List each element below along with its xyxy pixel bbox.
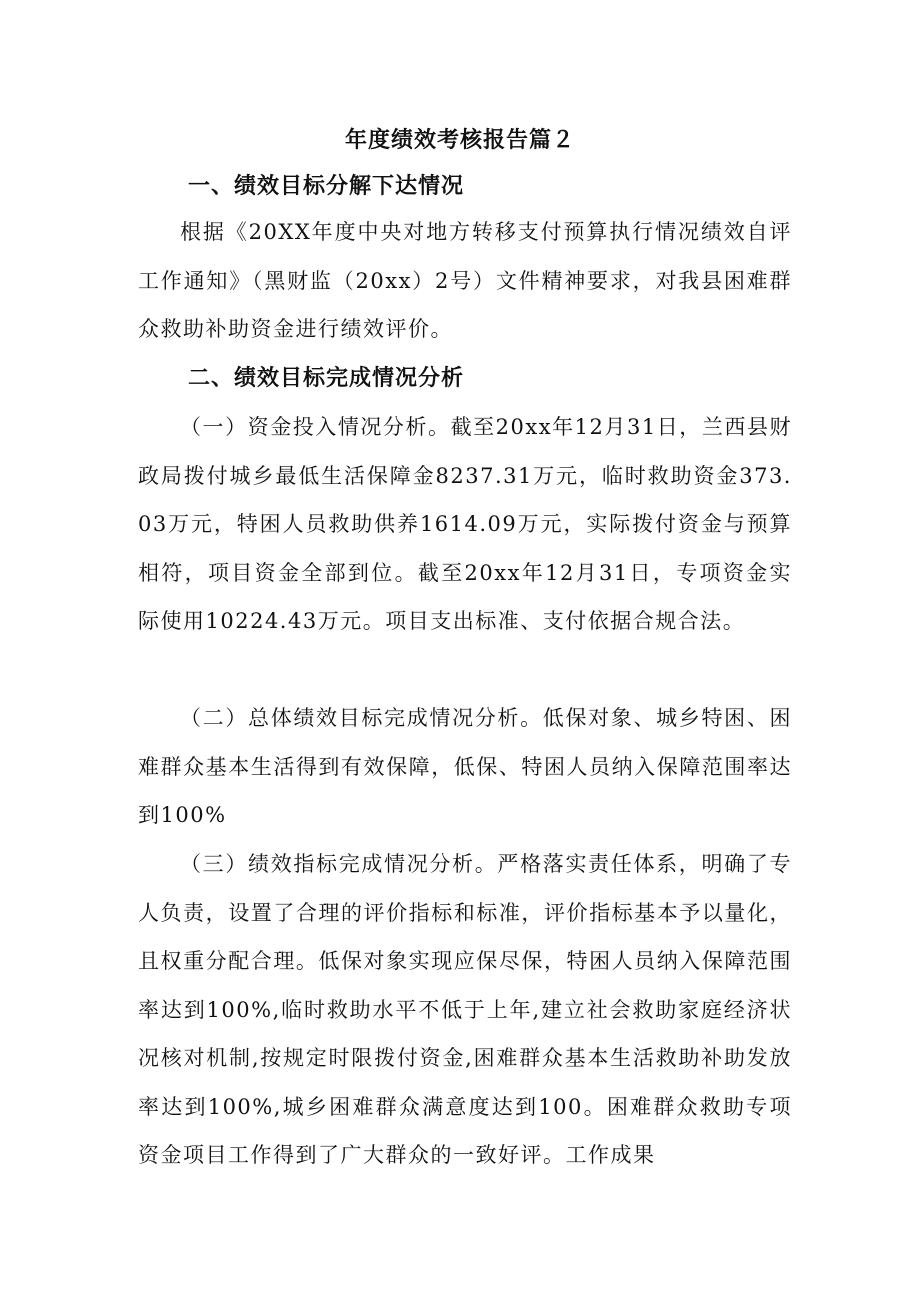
section-heading-1: 一、绩效目标分解下达情况 <box>188 173 465 199</box>
paragraph-basis: 根据《20XX年度中央对地方转移支付预算执行情况绩效自评工作通知》（黑财监（20xx）2号）文件精神要求，对我县困难群众救助补助资金进行绩效评价。 <box>138 220 792 341</box>
section-heading-2: 二、绩效目标完成情况分析 <box>188 365 465 391</box>
paragraph-funding-input: （一）资金投入情况分析。截至20xx年12月31日，兰西县财政局拨付城乡最低生活保障金8237.31万元，临时救助资金373.03万元，特困人员救助供养1614.09万元，实际拨付资金与预算相符，项目资金全部到位。截至20xx年12月31日，专项资金实际使用10224.43万元。项目支出标准、支付依据合规合法。 <box>138 415 792 633</box>
document-title: 年度绩效考核报告篇２ <box>344 127 575 153</box>
paragraph-overall-goal: （二）总体绩效目标完成情况分析。低保对象、城乡特困、困难群众基本生活得到有效保障，低保、特困人员纳入保障范围率达到100% <box>138 706 792 827</box>
paragraph-indicators: （三）绩效指标完成情况分析。严格落实责任体系，明确了专人负责，设置了合理的评价指标和标准，评价指标基本予以量化，且权重分配合理。低保对象实现应保尽保，特困人员纳入保障范围率达到100%,临时救助水平不低于上年,建立社会救助家庭经济状况核对机制,按规定时限拨付资金,困难群众基本生活救助补助发放率达到100%,城乡困难群众满意度达到100。困难群众救助专项资金项目工作得到了广大群众的一致好评。工作成果 <box>138 852 792 1167</box>
